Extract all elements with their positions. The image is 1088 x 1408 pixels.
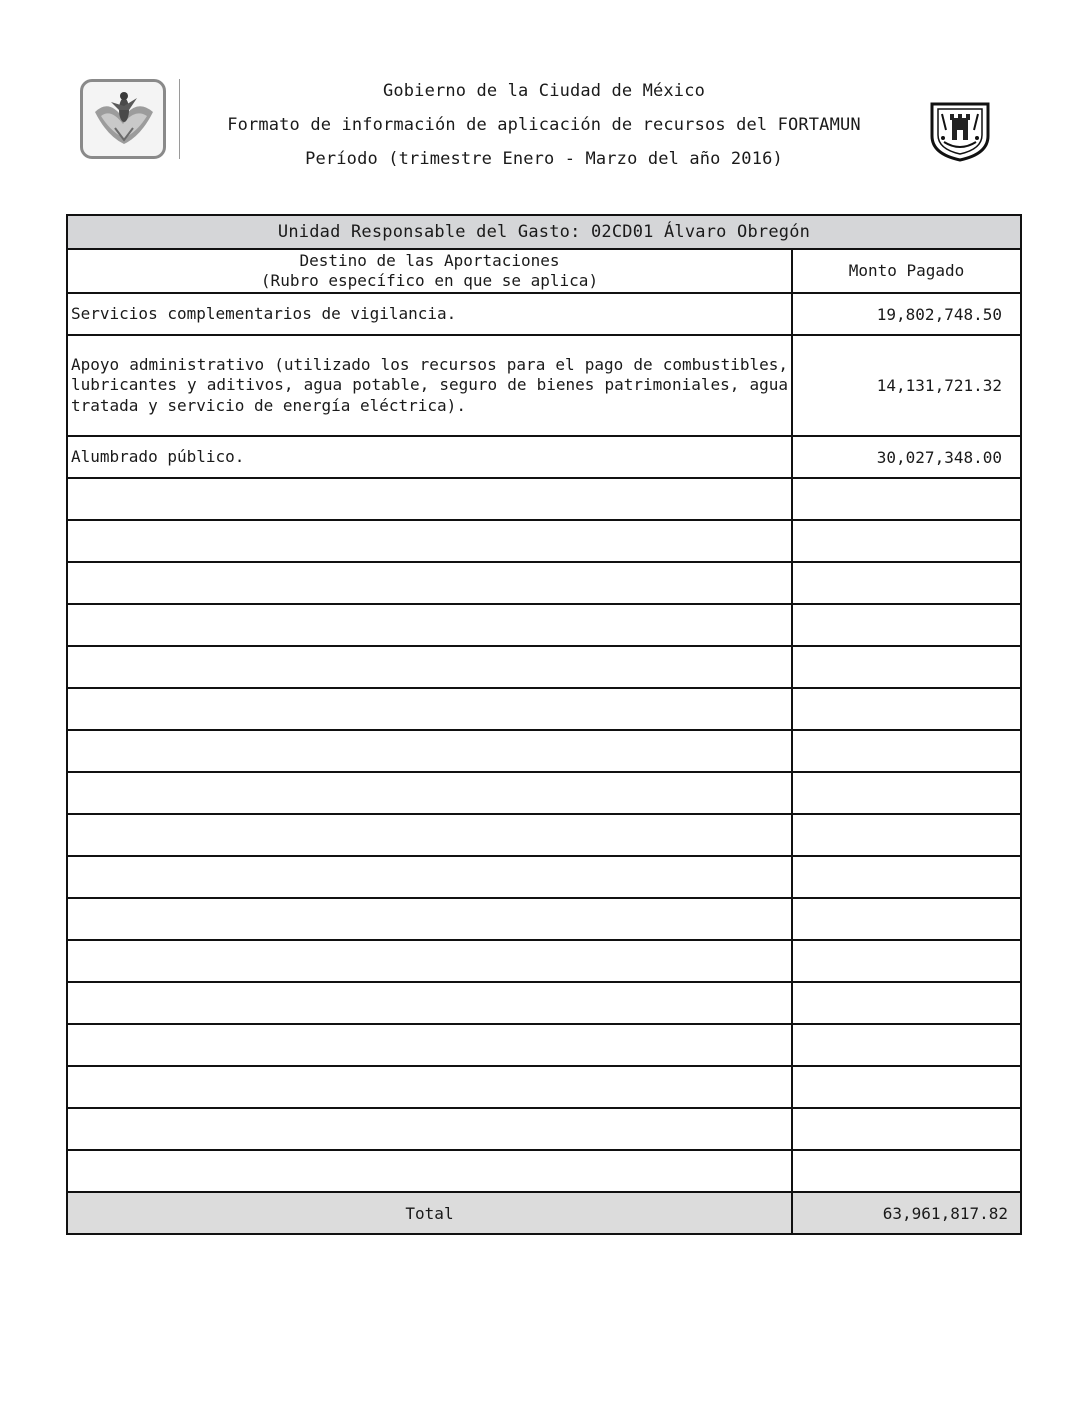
empty-cell <box>67 772 792 814</box>
empty-cell <box>792 478 1021 520</box>
empty-cell <box>67 1150 792 1192</box>
empty-cell <box>792 562 1021 604</box>
empty-row <box>67 814 1021 856</box>
unit-row <box>67 215 1021 249</box>
empty-row <box>67 772 1021 814</box>
empty-cell <box>792 814 1021 856</box>
destino-header-line2: (Rubro específico en que se aplica) <box>260 271 599 290</box>
total-value: 63,961,817.82 <box>792 1192 1021 1234</box>
angel-logo-icon <box>89 88 159 150</box>
empty-cell <box>792 940 1021 982</box>
empty-cell <box>67 940 792 982</box>
column-header-monto: Monto Pagado <box>792 249 1021 293</box>
empty-cell <box>67 898 792 940</box>
empty-cell <box>792 730 1021 772</box>
empty-row <box>67 520 1021 562</box>
empty-cell <box>792 604 1021 646</box>
header-titles <box>180 74 908 176</box>
empty-cell <box>792 898 1021 940</box>
empty-cell <box>792 982 1021 1024</box>
empty-row <box>67 688 1021 730</box>
empty-cell <box>67 520 792 562</box>
destino-cell: Alumbrado público. <box>67 436 792 478</box>
empty-cell <box>67 982 792 1024</box>
cdmx-coat-of-arms <box>930 100 990 162</box>
empty-cell <box>67 562 792 604</box>
empty-row <box>67 604 1021 646</box>
empty-cell <box>67 646 792 688</box>
column-header-row <box>67 249 1021 293</box>
empty-cell <box>792 772 1021 814</box>
empty-cell <box>67 856 792 898</box>
empty-cell <box>67 478 792 520</box>
empty-cell <box>67 730 792 772</box>
empty-cell <box>792 1108 1021 1150</box>
empty-row <box>67 1024 1021 1066</box>
coat-of-arms-icon <box>930 100 990 162</box>
empty-cell <box>792 688 1021 730</box>
empty-cell <box>67 1024 792 1066</box>
empty-cell <box>792 520 1021 562</box>
empty-row <box>67 730 1021 772</box>
table-row <box>67 335 1021 436</box>
format-title: Formato de información de aplicación de recursos del FORTAMUN <box>227 115 861 135</box>
responsible-unit: Unidad Responsable del Gasto: 02CD01 Álvaro Obregón <box>67 215 1021 249</box>
empty-row <box>67 898 1021 940</box>
document-header <box>0 0 1088 200</box>
empty-cell <box>792 856 1021 898</box>
empty-cell <box>67 688 792 730</box>
empty-row <box>67 1150 1021 1192</box>
destino-cell: Servicios complementarios de vigilancia. <box>67 293 792 335</box>
government-title: Gobierno de la Ciudad de México <box>383 81 705 101</box>
empty-row <box>67 562 1021 604</box>
total-label: Total <box>67 1192 792 1234</box>
monto-cell: 14,131,721.32 <box>792 335 1021 436</box>
empty-row <box>67 856 1021 898</box>
empty-row <box>67 982 1021 1024</box>
empty-cell <box>792 1066 1021 1108</box>
period-title: Período (trimestre Enero - Marzo del año 2016) <box>305 149 783 169</box>
empty-cell <box>67 604 792 646</box>
empty-row <box>67 940 1021 982</box>
total-row <box>67 1192 1021 1234</box>
empty-cell <box>792 1150 1021 1192</box>
destino-cell: Apoyo administrativo (utilizado los recursos para el pago de combustibles, lubricantes y aditivos, agua potable, seguro de bienes patrimoniales, agua tratada y servicio de energía eléctrica). <box>67 335 792 436</box>
column-header-destino <box>67 249 792 293</box>
empty-row <box>67 478 1021 520</box>
empty-row <box>67 646 1021 688</box>
table-row <box>67 293 1021 335</box>
empty-cell <box>792 646 1021 688</box>
empty-cell <box>67 1108 792 1150</box>
monto-cell: 30,027,348.00 <box>792 436 1021 478</box>
angel-independencia-logo <box>80 79 166 159</box>
empty-cell <box>67 1066 792 1108</box>
monto-cell: 19,802,748.50 <box>792 293 1021 335</box>
empty-cell <box>792 1024 1021 1066</box>
empty-cell <box>67 814 792 856</box>
fortamun-table <box>66 214 1022 1235</box>
empty-row <box>67 1066 1021 1108</box>
empty-row <box>67 1108 1021 1150</box>
destino-header-line1: Destino de las Aportaciones <box>299 251 560 270</box>
table-row <box>67 436 1021 478</box>
